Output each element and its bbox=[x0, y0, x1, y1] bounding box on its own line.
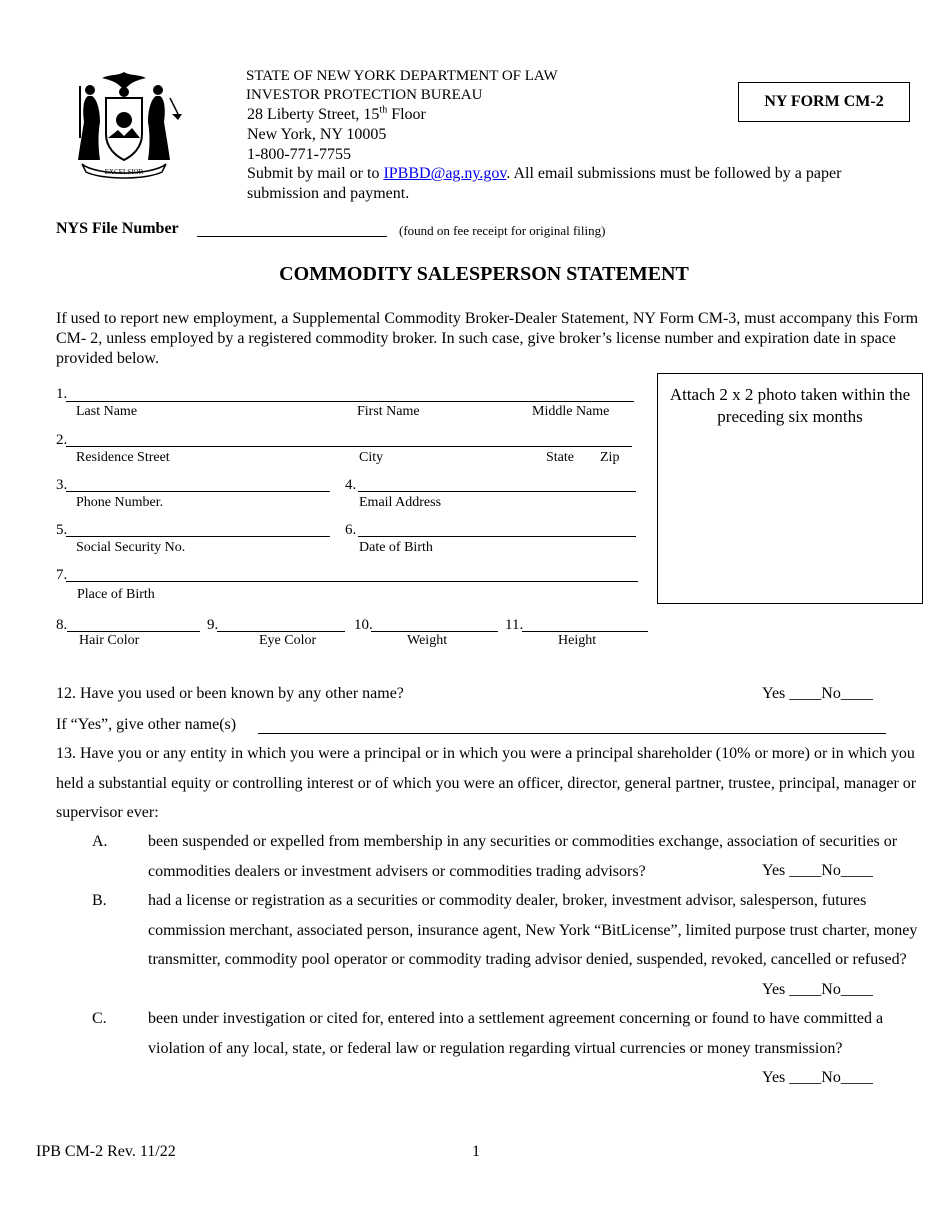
residence-street-label: Residence Street bbox=[76, 450, 170, 465]
page-number: 1 bbox=[472, 1143, 480, 1160]
file-number-label: NYS File Number bbox=[56, 220, 179, 237]
field-number-3: 3. bbox=[56, 477, 68, 493]
residence-field[interactable] bbox=[66, 446, 632, 447]
form-title: COMMODITY SALESPERSON STATEMENT bbox=[279, 263, 689, 285]
ny-state-seal-icon bbox=[66, 68, 182, 180]
other-names-label: If “Yes”, give other name(s) bbox=[56, 716, 237, 733]
revision-label: IPB CM-2 Rev. 11/22 bbox=[36, 1143, 176, 1160]
field-number-8: 8. bbox=[56, 617, 68, 633]
height-field[interactable] bbox=[522, 631, 648, 632]
name-field[interactable] bbox=[66, 401, 634, 402]
field-number-11: 11. bbox=[505, 617, 524, 633]
ssn-field[interactable] bbox=[66, 536, 330, 537]
item-c-yes-no[interactable]: Yes ____No____ bbox=[762, 1069, 873, 1086]
form-id-box: NY FORM CM-2 bbox=[738, 82, 910, 122]
other-names-field[interactable] bbox=[258, 733, 886, 734]
submission-instructions: Submit by mail or to IPBBD@ag.ny.gov. All email submissions must be followed by a paper bbox=[247, 165, 842, 182]
bureau-name: INVESTOR PROTECTION BUREAU bbox=[246, 87, 483, 103]
field-number-6: 6. bbox=[345, 522, 357, 538]
submission-instructions-line2: submission and payment. bbox=[247, 185, 410, 202]
svg-text:EXCELSIOR: EXCELSIOR bbox=[104, 168, 144, 176]
item-a-text: been suspended or expelled from membership in any securities or commodities exchange, association of securities or commodities dealers or investment advisers or commodities trading advisors? bbox=[148, 833, 898, 880]
phone-label: Phone Number. bbox=[76, 495, 164, 510]
state-label: State bbox=[546, 450, 574, 465]
weight-label: Weight bbox=[407, 633, 448, 648]
first-name-label: First Name bbox=[357, 404, 420, 419]
field-number-9: 9. bbox=[207, 617, 219, 633]
hair-color-field[interactable] bbox=[67, 631, 200, 632]
item-c-text: been under investigation or cited for, entered into a settlement agreement concerning or found to have committed a violation of any local, state, or federal law or regulation regarding virtual currencies or money transmission? bbox=[148, 1010, 884, 1057]
city-label: City bbox=[359, 450, 384, 465]
item-b-yes-no[interactable]: Yes ____No____ bbox=[762, 981, 873, 998]
dob-field[interactable] bbox=[358, 536, 636, 537]
dob-label: Date of Birth bbox=[359, 540, 433, 555]
email-field[interactable] bbox=[358, 491, 636, 492]
email-label: Email Address bbox=[359, 495, 442, 510]
birthplace-field[interactable] bbox=[66, 581, 638, 582]
file-number-note: (found on fee receipt for original filing) bbox=[399, 223, 606, 238]
middle-name-label: Middle Name bbox=[532, 404, 610, 419]
eye-color-label: Eye Color bbox=[259, 633, 317, 648]
city-line: New York, NY 10005 bbox=[247, 126, 387, 143]
phone-field[interactable] bbox=[66, 491, 330, 492]
intro-paragraph: If used to report new employment, a Supplemental Commodity Broker-Dealer Statement, NY Form CM-3, must accompany this Form CM- 2, unless employed by a registered commodity broker. In such case, give broker’s license number and expiration date in space provided below. bbox=[56, 310, 919, 367]
item-c-letter: C. bbox=[92, 1010, 107, 1027]
item-a-letter: A. bbox=[92, 833, 108, 850]
field-number-7: 7. bbox=[56, 567, 68, 583]
street-address: 28 Liberty Street, 15th Floor bbox=[247, 104, 426, 123]
field-number-2: 2. bbox=[56, 432, 68, 448]
item-b-text: had a license or registration as a securities or commodity dealer, broker, investment advisor, salesperson, futures commission merchant, associated person, insurance agent, New York “BitLicense”, limited purpose trust charter, money transmitter, commodity pool operator or commodity trading advisor denied, suspended, revoked, cancelled or refused? bbox=[148, 892, 918, 968]
last-name-label: Last Name bbox=[76, 404, 138, 419]
height-label: Height bbox=[558, 633, 597, 648]
question-12-yes-no[interactable]: Yes ____No____ bbox=[762, 685, 873, 702]
question-12: 12. Have you used or been known by any other name? bbox=[56, 685, 404, 702]
field-number-5: 5. bbox=[56, 522, 68, 538]
file-number-field[interactable] bbox=[197, 236, 387, 237]
field-number-1: 1. bbox=[56, 386, 68, 402]
zip-label: Zip bbox=[600, 450, 620, 465]
birthplace-label: Place of Birth bbox=[77, 587, 155, 602]
hair-color-label: Hair Color bbox=[79, 633, 140, 648]
item-b-letter: B. bbox=[92, 892, 107, 909]
eye-color-field[interactable] bbox=[217, 631, 345, 632]
photo-attachment-box: Attach 2 x 2 photo taken within the preceding six months bbox=[657, 373, 923, 604]
department-name: STATE OF NEW YORK DEPARTMENT OF LAW bbox=[246, 68, 558, 84]
phone-number: 1-800-771-7755 bbox=[247, 146, 351, 163]
email-link[interactable]: IPBBD@ag.ny.gov bbox=[383, 165, 507, 182]
ssn-label: Social Security No. bbox=[76, 540, 186, 555]
item-a-yes-no[interactable]: Yes ____No____ bbox=[762, 862, 873, 879]
weight-field[interactable] bbox=[371, 631, 498, 632]
question-13: 13. Have you or any entity in which you were a principal or in which you were a principal shareholder (10% or more) or in which you held a substantial equity or controlling interest or of which you were an officer, director, general partner, trustee, principal, manager or supervisor ever: bbox=[56, 745, 917, 821]
field-number-10: 10. bbox=[354, 617, 373, 633]
field-number-4: 4. bbox=[345, 477, 357, 493]
